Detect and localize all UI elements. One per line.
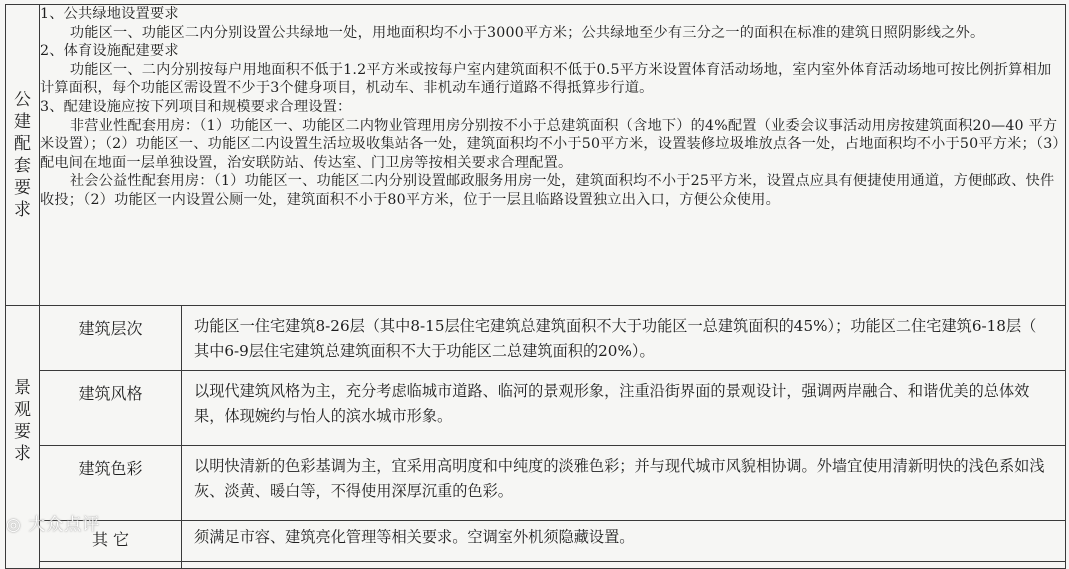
row-value: 须满足市容、建筑亮化管理等相关要求。空调室外机须隐藏设置。 xyxy=(182,521,1066,562)
landscape-row-building-color xyxy=(6,446,1066,521)
category-char: 景 xyxy=(14,378,31,398)
section-heading: 2、体育设施配建要求 xyxy=(40,43,179,60)
section-paragraph: 功能区一、二内分别按每户用地面积不低于1.2平方米或按每户室内建筑面积不低于0.5平方米设置体育活动场地，室内室外体育活动场地可按比例折算相加计算面积，每个功能区需设置不少于3个健身项目，机动车、非机动车通行道路不得抵算步行道。 xyxy=(40,61,1052,97)
public-facilities-content xyxy=(40,5,1066,306)
category-char: 建 xyxy=(14,112,31,132)
section-heading: 3、配建设施应按下列项目和规模要求合理设置： xyxy=(40,98,352,115)
planning-requirements-table xyxy=(5,4,1066,569)
table-bottom-edge xyxy=(6,562,1066,569)
category-char: 套 xyxy=(14,156,31,176)
watermark xyxy=(6,510,100,535)
category-char: 要 xyxy=(14,422,31,442)
landscape-row-other xyxy=(6,521,1066,562)
category-char: 公 xyxy=(14,90,31,110)
row-label: 其 它 xyxy=(40,521,182,562)
category-char: 求 xyxy=(14,200,31,220)
section-paragraph: 社会公益性配套用房：（1）功能区一、功能区二内分别设置邮政服务用房一处，建筑面积均不小于25平方米，设置点应具有便捷使用通道，方便邮政、快件收投；（2）功能区一内设置公厕一处，建筑面积不小于80平方米，位于一层且临路设置独立出入口，方便公众使用。 xyxy=(40,173,1055,208)
landscape-row-building-style xyxy=(6,371,1066,446)
section-paragraph: 非营业性配套用房：（1）功能区一、功能区二内物业管理用房分别按不小于总建筑面积（含地下）的4%配置（业委会议事活动用房按建筑面积20—40 平方米设置）；（2）功能区一、功能区二内设置生活垃圾收集站各一处，建筑面积均不小于50平方米，设置装修垃圾堆放点各一处，占地面积均不小于50平方米；（3）配电间在地面一层单独设置，治安联防站、传达室、门卫房等按相关要求合理配置。 xyxy=(40,117,1060,171)
category-public-facilities xyxy=(6,5,40,306)
watermark-logo-icon: ◎ xyxy=(6,515,29,535)
category-char: 配 xyxy=(14,134,31,154)
empty-cell xyxy=(182,562,1066,569)
section-paragraph: 功能区一、功能区二内分别设置公共绿地一处，用地面积均不小于3000平方米；公共绿地至少有三分之一的面积在标准的建筑日照阴影线之外。 xyxy=(69,24,985,41)
landscape-row-building-height xyxy=(6,306,1066,371)
empty-cell xyxy=(40,562,182,569)
row-label: 建筑层次 xyxy=(40,306,182,371)
category-char: 观 xyxy=(14,400,31,420)
section-heading: 1、公共绿地设置要求 xyxy=(40,6,179,22)
row-value: 以现代建筑风格为主，充分考虑临城市道路、临河的景观形象，注重沿街界面的景观设计，强调两岸融合、和谐优美的总体效果，体现婉约与怡人的滨水城市形象。 xyxy=(182,371,1066,446)
category-char: 求 xyxy=(14,444,31,464)
row-label: 建筑风格 xyxy=(40,371,182,446)
watermark-text: 大众点评 xyxy=(28,515,101,535)
row-value: 功能区一住宅建筑8-26层（其中8-15层住宅建筑总建筑面积不大于功能区一总建筑面积的45%）；功能区二住宅建筑6-18层（ 其中6-9层住宅建筑总建筑面积不大于功能区二总建筑面积的20%）。 xyxy=(182,306,1066,371)
row-value: 以明快清新的色彩基调为主，宜采用高明度和中纯度的淡雅色彩；并与现代城市风貌相协调。外墙宜使用清新明快的浅色系如浅灰、淡黄、暖白等，不得使用深厚沉重的色彩。 xyxy=(182,446,1066,521)
category-char: 要 xyxy=(14,178,31,198)
row-label: 建筑色彩 xyxy=(40,446,182,521)
public-facilities-row xyxy=(6,5,1066,306)
